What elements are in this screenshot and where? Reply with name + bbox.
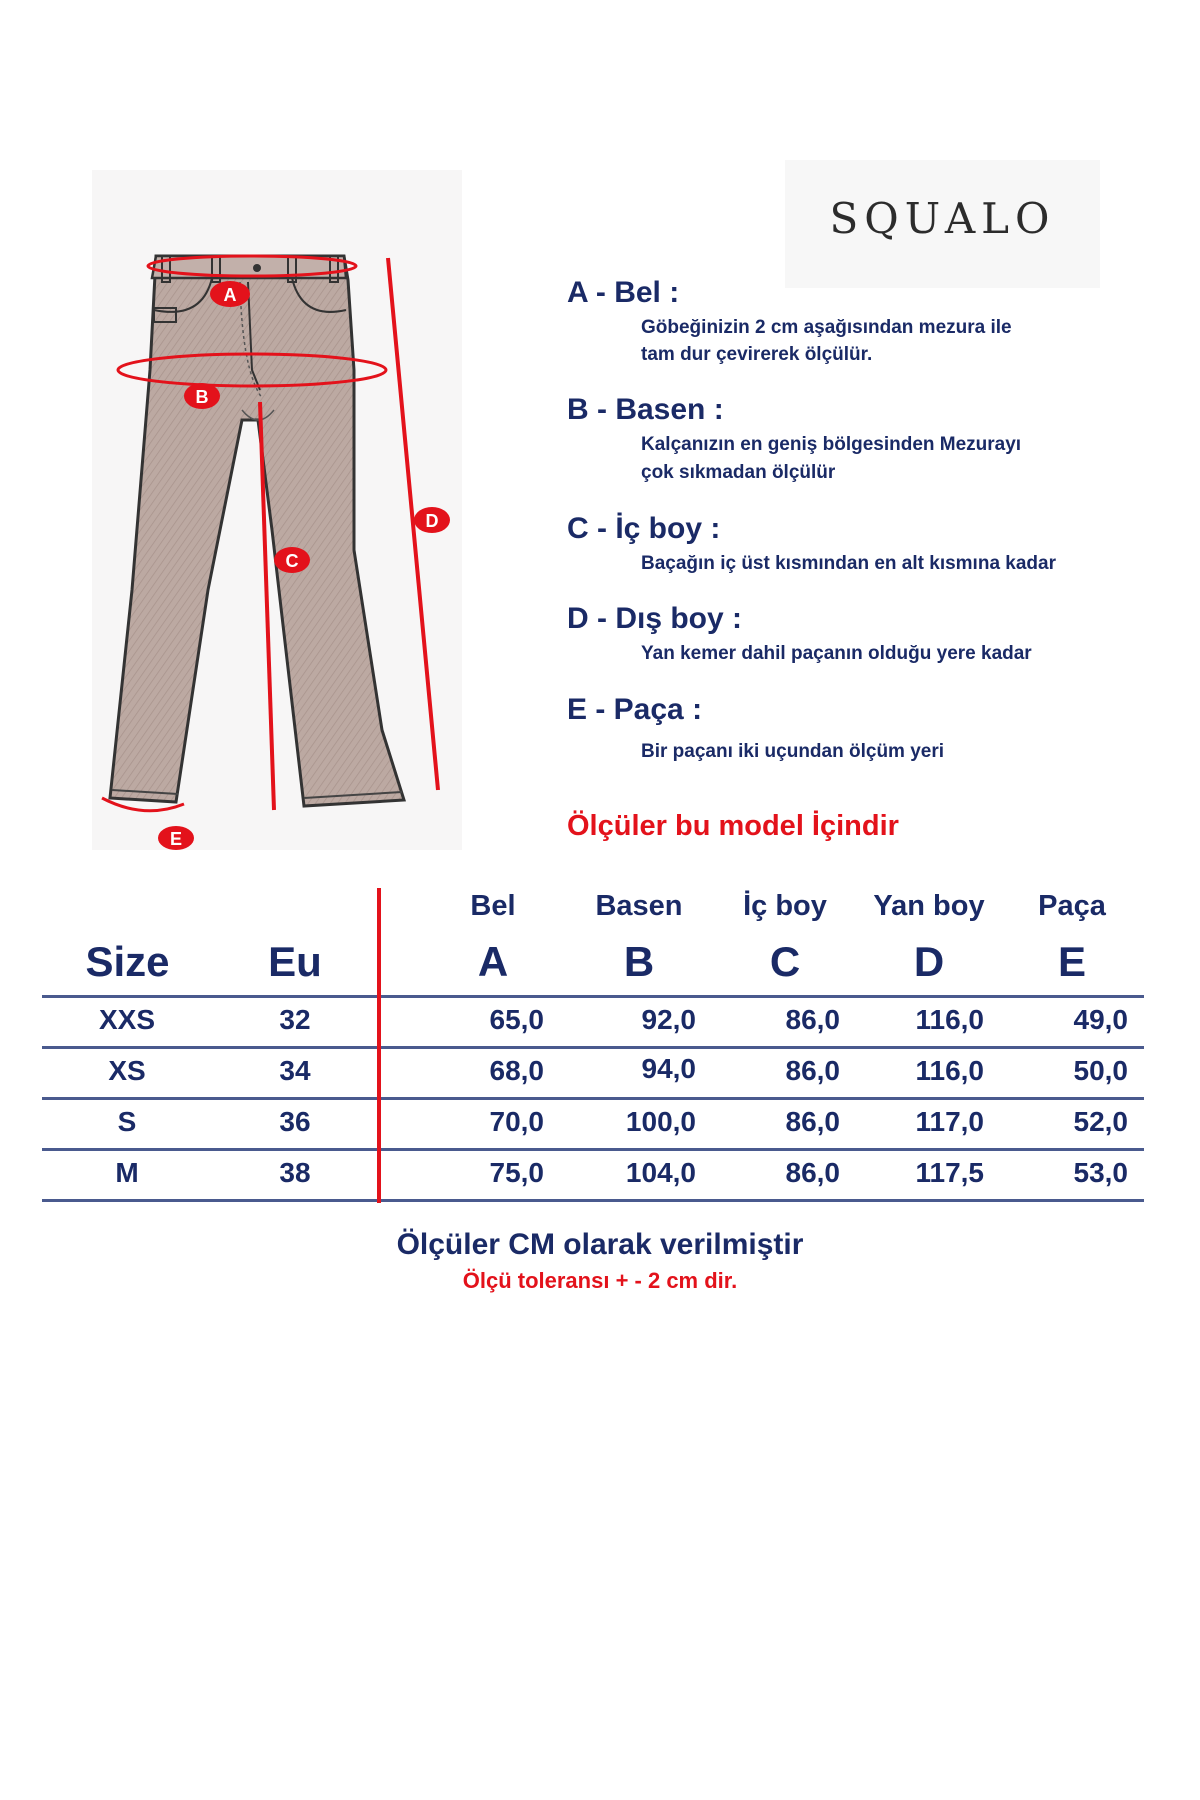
eu-cell: 38 [279, 1157, 311, 1188]
table-rule [42, 995, 1144, 998]
table-rule [42, 1148, 1144, 1151]
column-name-bel: Bel [470, 890, 516, 922]
diagram-label-a: A [223, 285, 237, 305]
table-row [0, 1004, 1200, 1044]
value-cell: 86,0 [785, 1157, 840, 1188]
value-cell: 75,0 [489, 1157, 544, 1188]
size-cell: XS [108, 1055, 146, 1086]
table-row [0, 1106, 1200, 1146]
measurement-e-title: E - Paça : [567, 693, 703, 726]
measurement-c-title: C - İç boy : [567, 512, 721, 545]
value-cell: 117,0 [915, 1106, 984, 1137]
table-rule [42, 1097, 1144, 1100]
unit-note: Ölçüler CM olarak verilmiştir [396, 1228, 804, 1261]
column-letter-b: B [623, 938, 655, 985]
measurement-b-desc-1: Kalçanızın en geniş bölgesinden Mezurayı [641, 434, 1022, 455]
value-cell: 68,0 [489, 1055, 544, 1086]
measurement-d-title: D - Dış boy : [567, 602, 743, 635]
value-cell: 50,0 [1073, 1055, 1128, 1086]
diagram-label-d: D [425, 511, 439, 531]
table-rule [42, 1046, 1144, 1049]
eu-cell: 34 [279, 1055, 311, 1086]
pants-diagram [92, 170, 472, 850]
value-cell: 117,5 [915, 1157, 984, 1188]
measurement-c-desc-1: Baçağın iç üst kısmından en alt kısmına kadar [641, 553, 1056, 574]
eu-cell: 36 [279, 1106, 311, 1137]
table-row [0, 1157, 1200, 1197]
value-cell: 53,0 [1073, 1157, 1128, 1188]
value-cell: 70,0 [489, 1106, 544, 1137]
tolerance-note: Ölçü toleransı + - 2 cm dir. [462, 1268, 738, 1293]
table-rule [42, 1199, 1144, 1202]
value-cell: 65,0 [489, 1004, 544, 1035]
column-name-yan-boy: Yan boy [873, 890, 985, 922]
eu-cell: 32 [279, 1004, 311, 1035]
brand-logo [785, 160, 1100, 288]
measurement-b-title: B - Basen : [567, 393, 724, 426]
label-c-badge [274, 547, 310, 573]
measurement-b-desc-2: çok sıkmadan ölçülür [641, 462, 836, 483]
size-cell: XXS [98, 1004, 156, 1035]
size-cell: S [117, 1106, 137, 1137]
column-name-basen: Basen [595, 890, 683, 922]
pants-illustration [92, 170, 472, 850]
size-header: Size [85, 938, 170, 985]
table-row [0, 1055, 1200, 1095]
column-letter-e: E [1057, 938, 1086, 985]
value-cell: 86,0 [785, 1055, 840, 1086]
table-divider [377, 888, 381, 1203]
label-d-badge [414, 507, 450, 533]
measurement-d-desc-1: Yan kemer dahil paçanın olduğu yere kadar [641, 643, 1032, 664]
value-cell: 116,0 [915, 1004, 984, 1035]
diagram-label-e: E [169, 829, 183, 849]
value-cell: 86,0 [785, 1004, 840, 1035]
column-name-paca: Paça [1038, 890, 1106, 922]
label-a-badge [210, 281, 250, 307]
value-cell: 86,0 [785, 1106, 840, 1137]
value-cell: 92,0 [641, 1004, 696, 1035]
value-cell: 94,0 [641, 1053, 696, 1084]
measurement-a-desc-2: tam dur çevirerek ölçülür. [641, 344, 873, 365]
value-cell: 116,0 [915, 1055, 984, 1086]
value-cell: 100,0 [625, 1106, 696, 1137]
eu-header: Eu [268, 938, 322, 985]
measurement-a-title: A - Bel : [567, 276, 680, 309]
measurement-a-desc-1: Göbeğinizin 2 cm aşağısından mezura ile [641, 317, 1012, 338]
value-cell: 49,0 [1073, 1004, 1128, 1035]
size-cell: M [115, 1157, 139, 1188]
model-note: Ölçüler bu model İçindir [567, 810, 899, 842]
column-letter-d: D [913, 938, 945, 985]
column-name-ic-boy: İç boy [743, 890, 827, 922]
measurement-e-desc-1: Bir paçanı iki uçundan ölçüm yeri [641, 741, 945, 762]
brand-name: SQUALO [829, 194, 1056, 243]
diagram-label-b: B [195, 387, 209, 407]
diagram-label-c: C [285, 551, 299, 571]
column-letter-a: A [477, 938, 509, 985]
value-cell: 52,0 [1073, 1106, 1128, 1137]
column-letter-c: C [769, 938, 801, 985]
value-cell: 104,0 [625, 1157, 696, 1188]
label-b-badge [184, 383, 220, 409]
label-e-badge [158, 826, 194, 850]
